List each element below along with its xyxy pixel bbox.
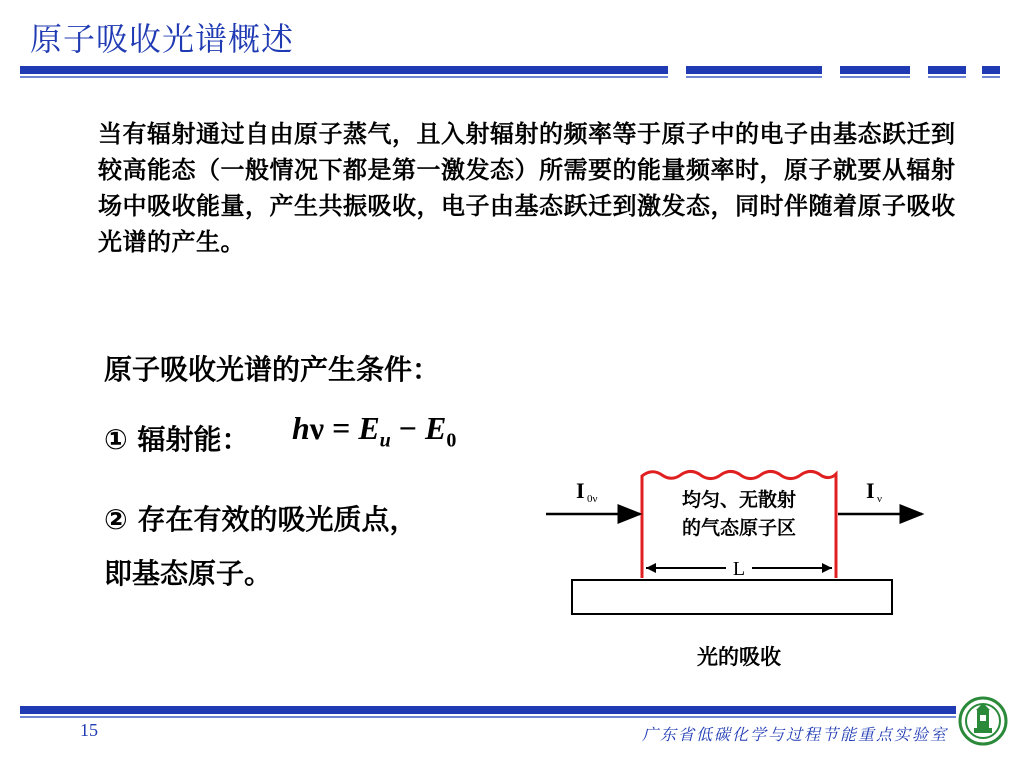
diagram-caption: 光的吸收 — [697, 645, 781, 669]
formula-h: h — [292, 410, 310, 446]
incident-sub: 0ν — [587, 493, 598, 505]
organization-name: 广东省低碳化学与过程节能重点实验室 — [641, 725, 948, 744]
base-slab — [572, 580, 892, 614]
condition-1: ① 辐射能： — [104, 423, 250, 456]
formula-e0-sub: 0 — [446, 429, 457, 452]
conditions-heading: 原子吸收光谱的产生条件： — [104, 353, 441, 386]
institution-logo-icon — [958, 694, 1008, 748]
vapor-label-line2: 的气态原子区 — [681, 517, 797, 539]
absorption-diagram — [540, 468, 930, 683]
formula-nu: ν — [309, 410, 325, 446]
page-number: 15 — [80, 720, 98, 740]
length-label: L — [732, 558, 746, 580]
condition-2-line1: ② 存在有效的吸光质点， — [104, 503, 418, 536]
formula-eu: E — [358, 410, 380, 446]
incident-label: I — [576, 478, 585, 503]
formula-eu-sub: u — [379, 429, 391, 452]
formula-e0: E — [425, 410, 447, 446]
formula-minus: − — [398, 410, 418, 446]
energy-formula — [292, 410, 456, 452]
transmitted-sub: ν — [877, 493, 882, 505]
condition-2-line2: 即基态原子。 — [104, 557, 273, 590]
transmitted-label: I — [866, 478, 875, 503]
formula-equals: = — [332, 410, 351, 446]
intro-paragraph: 当有辐射通过自由原子蒸气，且入射辐射的频率等于原子中的电子由基态跃迁到较高能态（一般情况下都是第一激发态）所需要的能量频率时，原子就要从辐射场中吸收能量，产生共振吸收，电子由基态跃迁到激发态，同时伴随着原子吸收光谱的产生。 — [98, 120, 956, 256]
slide-title: 原子吸收光谱概述 — [30, 20, 295, 58]
vapor-label-line1: 均匀、无散射 — [681, 489, 797, 511]
